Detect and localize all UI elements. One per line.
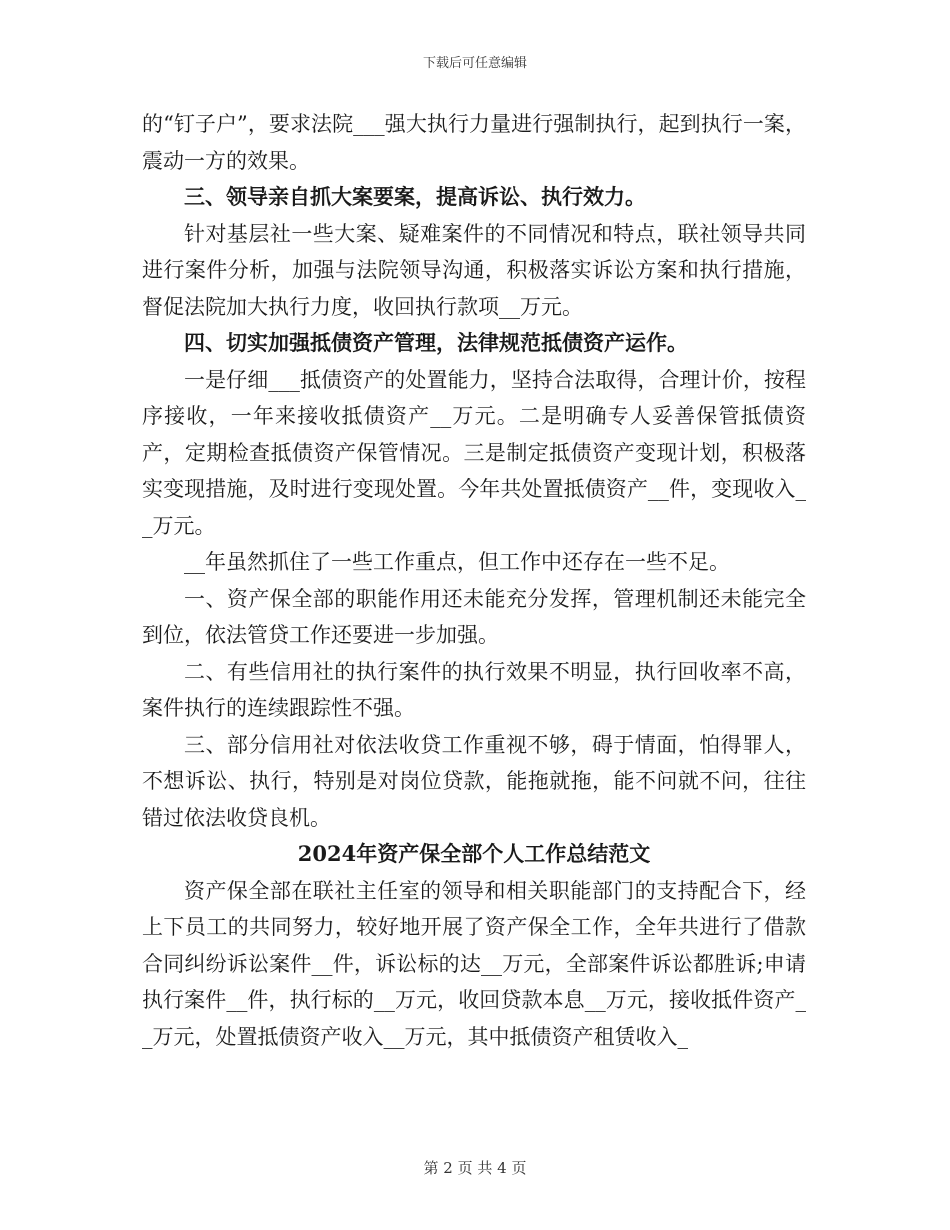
paragraph-summary-intro: 资产保全部在联社主任室的领导和相关职能部门的支持配合下，经上下员工的共同努力，较好地开展了资产保全工作，全年共进行了借款合同纠纷诉讼案件__件，诉讼标的达__万元，全部案件诉讼都胜诉;申请执行案件__件，执行标的__万元，收回贷款本息__万元，接收抵件资产__万元，处置抵债资产收入__万元，其中抵债资产租赁收入_ — [142, 878, 806, 1049]
paragraph-shortcomings-intro: __年虽然抓住了一些工作重点，但工作中还存在一些不足。 — [184, 550, 730, 574]
document-title: 2024年资产保全部个人工作总结范文 — [297, 841, 651, 866]
section-heading-4: 四、切实加强抵债资产管理，法律规范抵债资产运作。 — [184, 330, 688, 355]
page-header: 下载后可任意编辑 — [422, 56, 527, 71]
document-body — [142, 106, 806, 1055]
paragraph-shortcoming-1: 一、资产保全部的职能作用还未能充分发挥，管理机制还未能完全到位，依法管贷工作还要进一步加强。 — [142, 586, 806, 647]
paragraph-shortcoming-3: 三、部分信用社对依法收贷工作重视不够，碍于情面，怕得罪人，不想诉讼、执行，特别是对岗位贷款，能拖就拖，能不问就不问，往往错过依法收贷良机。 — [142, 732, 806, 830]
paragraph-continuation: 的“钉子户”，要求法院___强大执行力量进行强制执行，起到执行一案，震动一方的效果。 — [142, 112, 806, 173]
paragraph-section-4: 一是仔细___抵债资产的处置能力，坚持合法取得，合理计价，按程序接收，一年来接收抵债资产__万元。二是明确专人妥善保管抵债资产，定期检查抵债资产保管情况。三是制定抵债资产变现计划，积极落实变现措施，及时进行变现处置。今年共处置抵债资产__件，变现收入__万元。 — [142, 367, 806, 538]
paragraph-section-3: 针对基层社一些大案、疑难案件的不同情况和特点，联社领导共同进行案件分析，加强与法院领导沟通，积极落实诉讼方案和执行措施，督促法院加大执行力度，收回执行款项__万元。 — [142, 221, 806, 319]
section-heading-3: 三、领导亲自抓大案要案，提高诉讼、执行效力。 — [184, 184, 646, 209]
page-footer: 第 2 页 共 4 页 — [423, 1159, 527, 1177]
paragraph-shortcoming-2: 二、有些信用社的执行案件的执行效果不明显，执行回收率不高，案件执行的连续跟踪性不强。 — [142, 659, 806, 720]
